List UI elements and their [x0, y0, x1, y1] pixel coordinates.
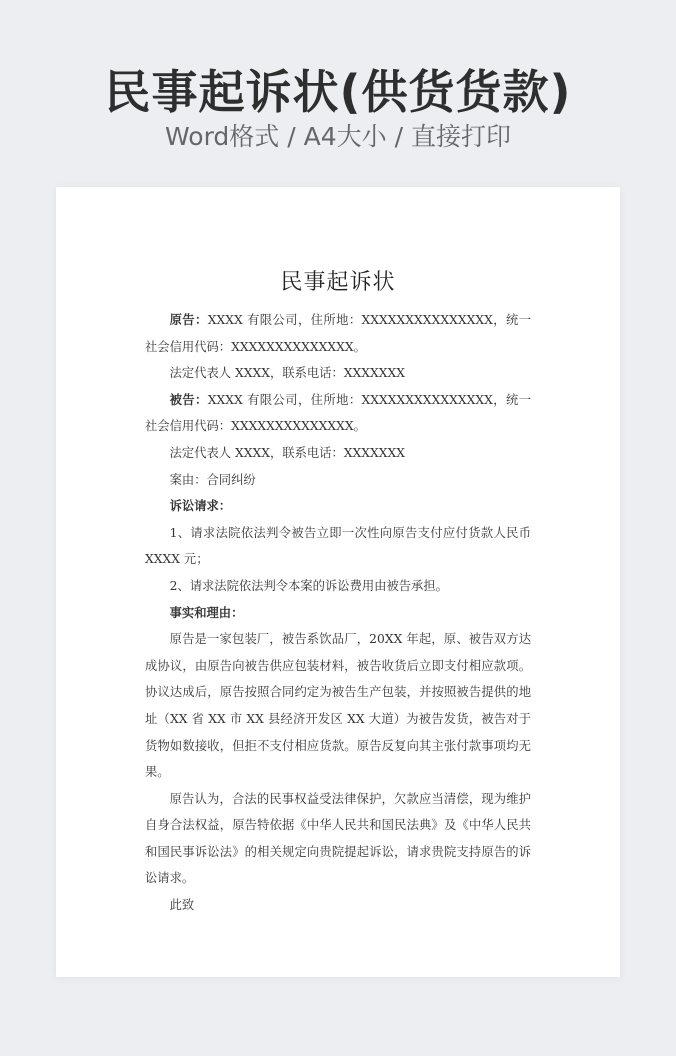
defendant-representative: 法定代表人 XXXX，联系电话：XXXXXXX [169, 445, 406, 460]
banner-title: 民事起诉状(供货货款) [104, 65, 572, 119]
facts-paragraph: 原告认为，合法的民事权益受法律保护，欠款应当清偿，现为维护自身合法权益，原告特依据《中华人民共和国民法典》及《中华人民共和国民事诉讼法》的相关规定向贵院提起诉讼，请求贵院支持原告的诉讼请求。 [145, 791, 531, 886]
plaintiff-label: 原告： [169, 312, 208, 327]
claim-item: 2、请求法院依法判令本案的诉讼费用由被告承担。 [169, 578, 448, 593]
case-cause: 案由：合同纠纷 [169, 472, 256, 487]
plaintiff-paragraph [145, 307, 531, 360]
closing-salutation: 此致 [169, 898, 195, 913]
document-body [145, 307, 531, 919]
defendant-paragraph [145, 387, 531, 440]
defendant-label: 被告： [169, 391, 208, 407]
plaintiff-representative: 法定代表人 XXXX，联系电话：XXXXXXX [169, 366, 406, 381]
plaintiff-text: XXXX 有限公司，住所地：XXXXXXXXXXXXXXX，统一社会信用代码：XXXXXXXXXXXXXX。 [145, 313, 531, 354]
facts-paragraph: 原告是一家包装厂，被告系饮品厂，20XX 年起，原、被告双方达成协议，由原告向被告供应包装材料，被告收货后立即支付相应款项。协议达成后，原告按照合同约定为被告生产包装，并按照被告提供的地址（XX 省 XX 市 XX 县经济开发区 XX 大道）为被告发货，被告对于货物如数接收，但拒不支付相应货款。原告反复向其主张付款事项均无果。 [145, 632, 531, 780]
document-page [56, 187, 620, 977]
defendant-text: XXXX 有限公司，住所地：XXXXXXXXXXXXXXX，统一社会信用代码：XXXXXXXXXXXXXX。 [145, 392, 531, 434]
banner-subtitle: Word格式 / A4大小 / 直接打印 [165, 122, 511, 151]
claims-heading: 诉讼请求： [169, 498, 232, 514]
document-title: 民事起诉状 [280, 270, 396, 295]
facts-heading: 事实和理由： [169, 604, 244, 620]
claim-item: 1、请求法院依法判令被告立即一次性向原告支付应付货款人民币 XXXX 元； [145, 525, 531, 567]
